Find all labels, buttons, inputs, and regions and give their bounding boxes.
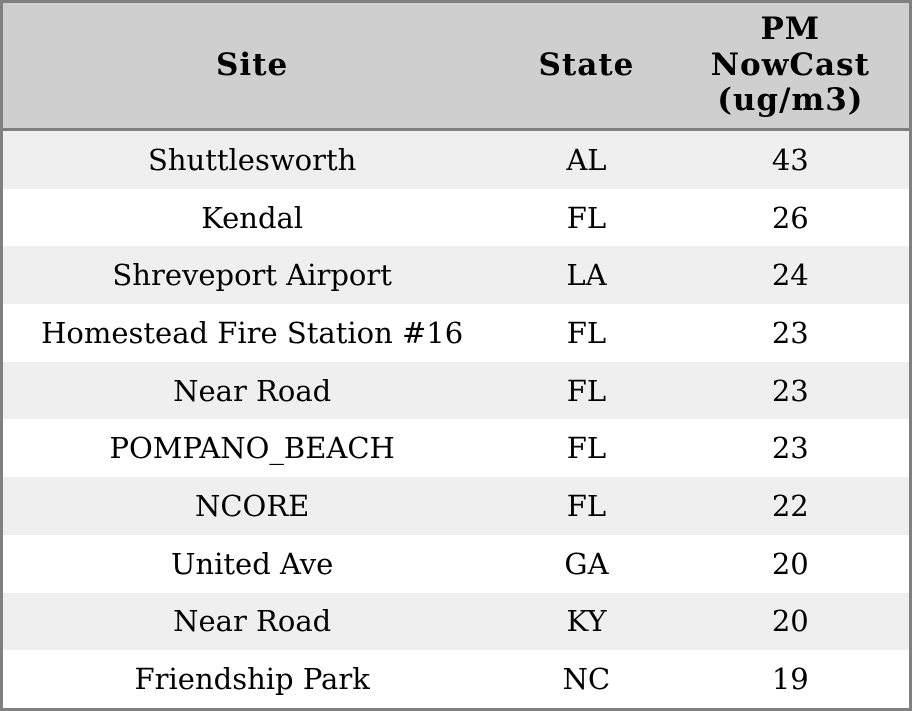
table-row <box>3 130 909 189</box>
state-cell: FL <box>566 200 607 235</box>
site-cell: Friendship Park <box>134 662 370 697</box>
pm-cell: 22 <box>771 488 809 523</box>
pm-cell: 23 <box>771 373 809 408</box>
table-row <box>3 477 909 535</box>
table-row <box>3 189 909 247</box>
state-cell: LA <box>566 258 607 293</box>
table-header <box>3 3 909 130</box>
site-cell: Kendal <box>201 200 304 235</box>
table-row <box>3 593 909 651</box>
site-cell: Homestead Fire Station #16 <box>41 315 464 350</box>
table-row <box>3 246 909 304</box>
state-cell: AL <box>566 142 607 177</box>
table-row <box>3 304 909 362</box>
pm-cell: 24 <box>771 258 809 293</box>
pm-cell: 26 <box>771 200 809 235</box>
column-header-state <box>501 3 671 130</box>
column-header-site-label: Site <box>216 46 289 83</box>
site-cell: NCORE <box>194 488 310 523</box>
site-cell: Shuttlesworth <box>147 142 357 177</box>
state-cell: FL <box>566 488 607 523</box>
site-cell: Shreveport Airport <box>112 258 392 293</box>
table-body <box>3 130 909 709</box>
pm-cell: 43 <box>771 142 809 177</box>
table-row <box>3 362 909 420</box>
state-cell: KY <box>566 604 607 639</box>
table-row <box>3 535 909 593</box>
data-table <box>3 3 909 708</box>
column-header-state-label: State <box>538 46 635 83</box>
column-header-pm <box>672 3 909 130</box>
column-header-site <box>3 3 501 130</box>
table-row <box>3 419 909 477</box>
state-cell: GA <box>564 546 609 581</box>
state-cell: NC <box>562 662 611 697</box>
table-row <box>3 650 909 708</box>
site-cell: Near Road <box>173 373 332 408</box>
pm-cell: 20 <box>771 546 809 581</box>
site-cell: Near Road <box>173 604 332 639</box>
state-cell: FL <box>566 373 607 408</box>
site-cell: United Ave <box>171 546 334 581</box>
header-row <box>3 3 909 130</box>
state-cell: FL <box>566 315 607 350</box>
pm-cell: 23 <box>771 315 809 350</box>
pm-cell: 19 <box>771 662 809 697</box>
site-cell: POMPANO_BEACH <box>109 431 395 466</box>
column-header-pm-label: PM NowCast (ug/m3) <box>710 11 870 119</box>
pm-cell: 23 <box>771 431 809 466</box>
pm-cell: 20 <box>771 604 809 639</box>
state-cell: FL <box>566 431 607 466</box>
